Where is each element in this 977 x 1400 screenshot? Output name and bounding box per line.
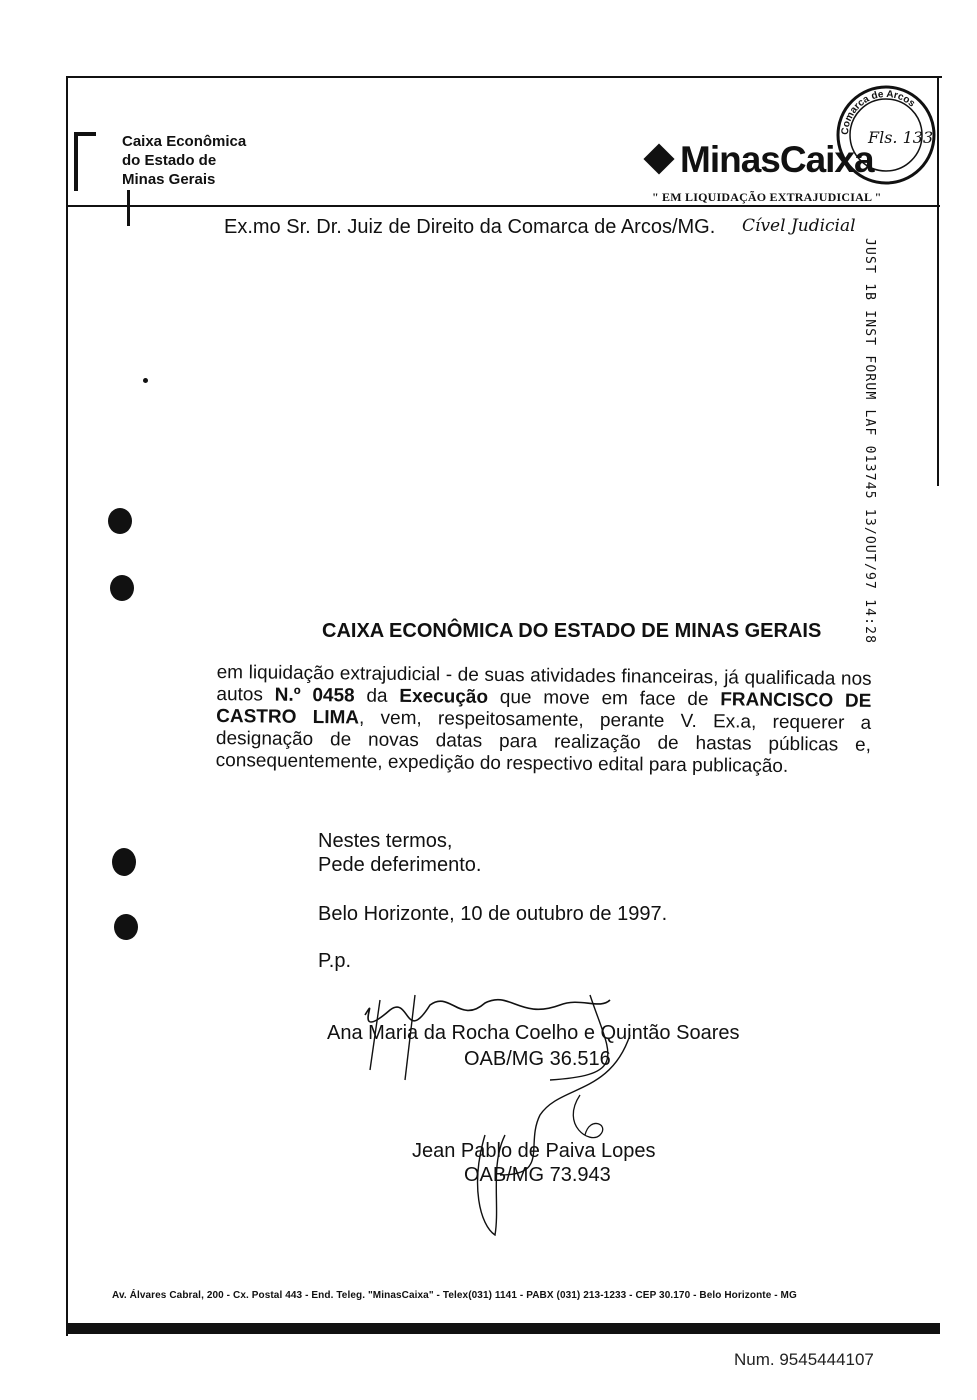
execution-label: Execução — [399, 685, 489, 708]
body-text-part: , vem, respeitosamente, perante V. Ex.a, requerer a designação de novas datas para realização de hastas públicas e, consequentemente, expedição do respectivo edital para publicação. — [215, 707, 872, 777]
signatory-name: Ana Maria da Rocha Coelho e Quintão Soares — [327, 1022, 740, 1044]
addressee: Ex.mo Sr. Dr. Juiz de Direito da Comarca de Arcos/MG. — [224, 216, 716, 238]
seal-text: Comarca de Arcos — [839, 88, 918, 136]
court-seal-stamp — [834, 83, 938, 187]
handwritten-annotation: Cível Judicial — [742, 216, 856, 236]
protocol-stamp: JUST 1B INST FORUM LAF 013745 13/OUT/97 14:28 — [862, 238, 877, 645]
punch-hole — [112, 848, 136, 876]
place-date: Belo Horizonte, 10 de outubro de 1997. — [318, 903, 668, 925]
body-text-part: da — [354, 685, 400, 707]
signatory-name: Jean Pablo de Paiva Lopes — [412, 1140, 656, 1162]
punch-hole — [110, 575, 134, 601]
case-number: N.º 0458 — [274, 684, 355, 707]
letterhead-footer: Av. Álvares Cabral, 200 - Cx. Postal 443 - End. Teleg. "MinasCaixa" - Telex(031) 1141 - PABX (031) 213-1233 - CEP 30.170 - Belo Horizonte - MG — [112, 1290, 797, 1301]
punch-hole — [114, 914, 138, 940]
institution-line: do Estado de — [122, 152, 217, 169]
petition-body — [216, 640, 872, 779]
folio-number: Fls. 133 — [868, 128, 934, 147]
signatory-oab: OAB/MG 36.516 — [464, 1048, 611, 1070]
liquidation-status: " EM LIQUIDAÇÃO EXTRAJUDICIAL " — [652, 190, 882, 204]
document-number: Num. 9545444107 — [734, 1350, 874, 1369]
closing-line: Nestes termos, — [318, 830, 453, 852]
per-procuration: P.p. — [318, 950, 351, 972]
signatory-oab: OAB/MG 73.943 — [464, 1164, 611, 1186]
bottom-bar — [66, 1323, 940, 1334]
speck — [143, 378, 148, 383]
closing-line: Pede deferimento. — [318, 854, 482, 876]
body-text-part: que move em face de — [487, 686, 721, 711]
institution-line: Caixa Econômica — [122, 133, 247, 150]
header-rule — [66, 205, 940, 207]
petitioner-title: CAIXA ECONÔMICA DO ESTADO DE MINAS GERAIS — [322, 620, 822, 642]
institution-name — [122, 132, 246, 189]
brand-name: MinasCaixa — [680, 139, 874, 180]
punch-hole — [108, 508, 132, 534]
margin-tick — [127, 190, 130, 226]
body-text-part: em liquidação extrajudicial - de suas atividades financeiras, já qualificada nos autos — [216, 661, 872, 706]
diamond-logo-icon — [643, 143, 674, 174]
defendant-name: FRANCISCO DE CASTRO LIMA — [216, 689, 872, 729]
institution-line: Minas Gerais — [122, 171, 216, 188]
corner-bracket — [74, 132, 96, 191]
